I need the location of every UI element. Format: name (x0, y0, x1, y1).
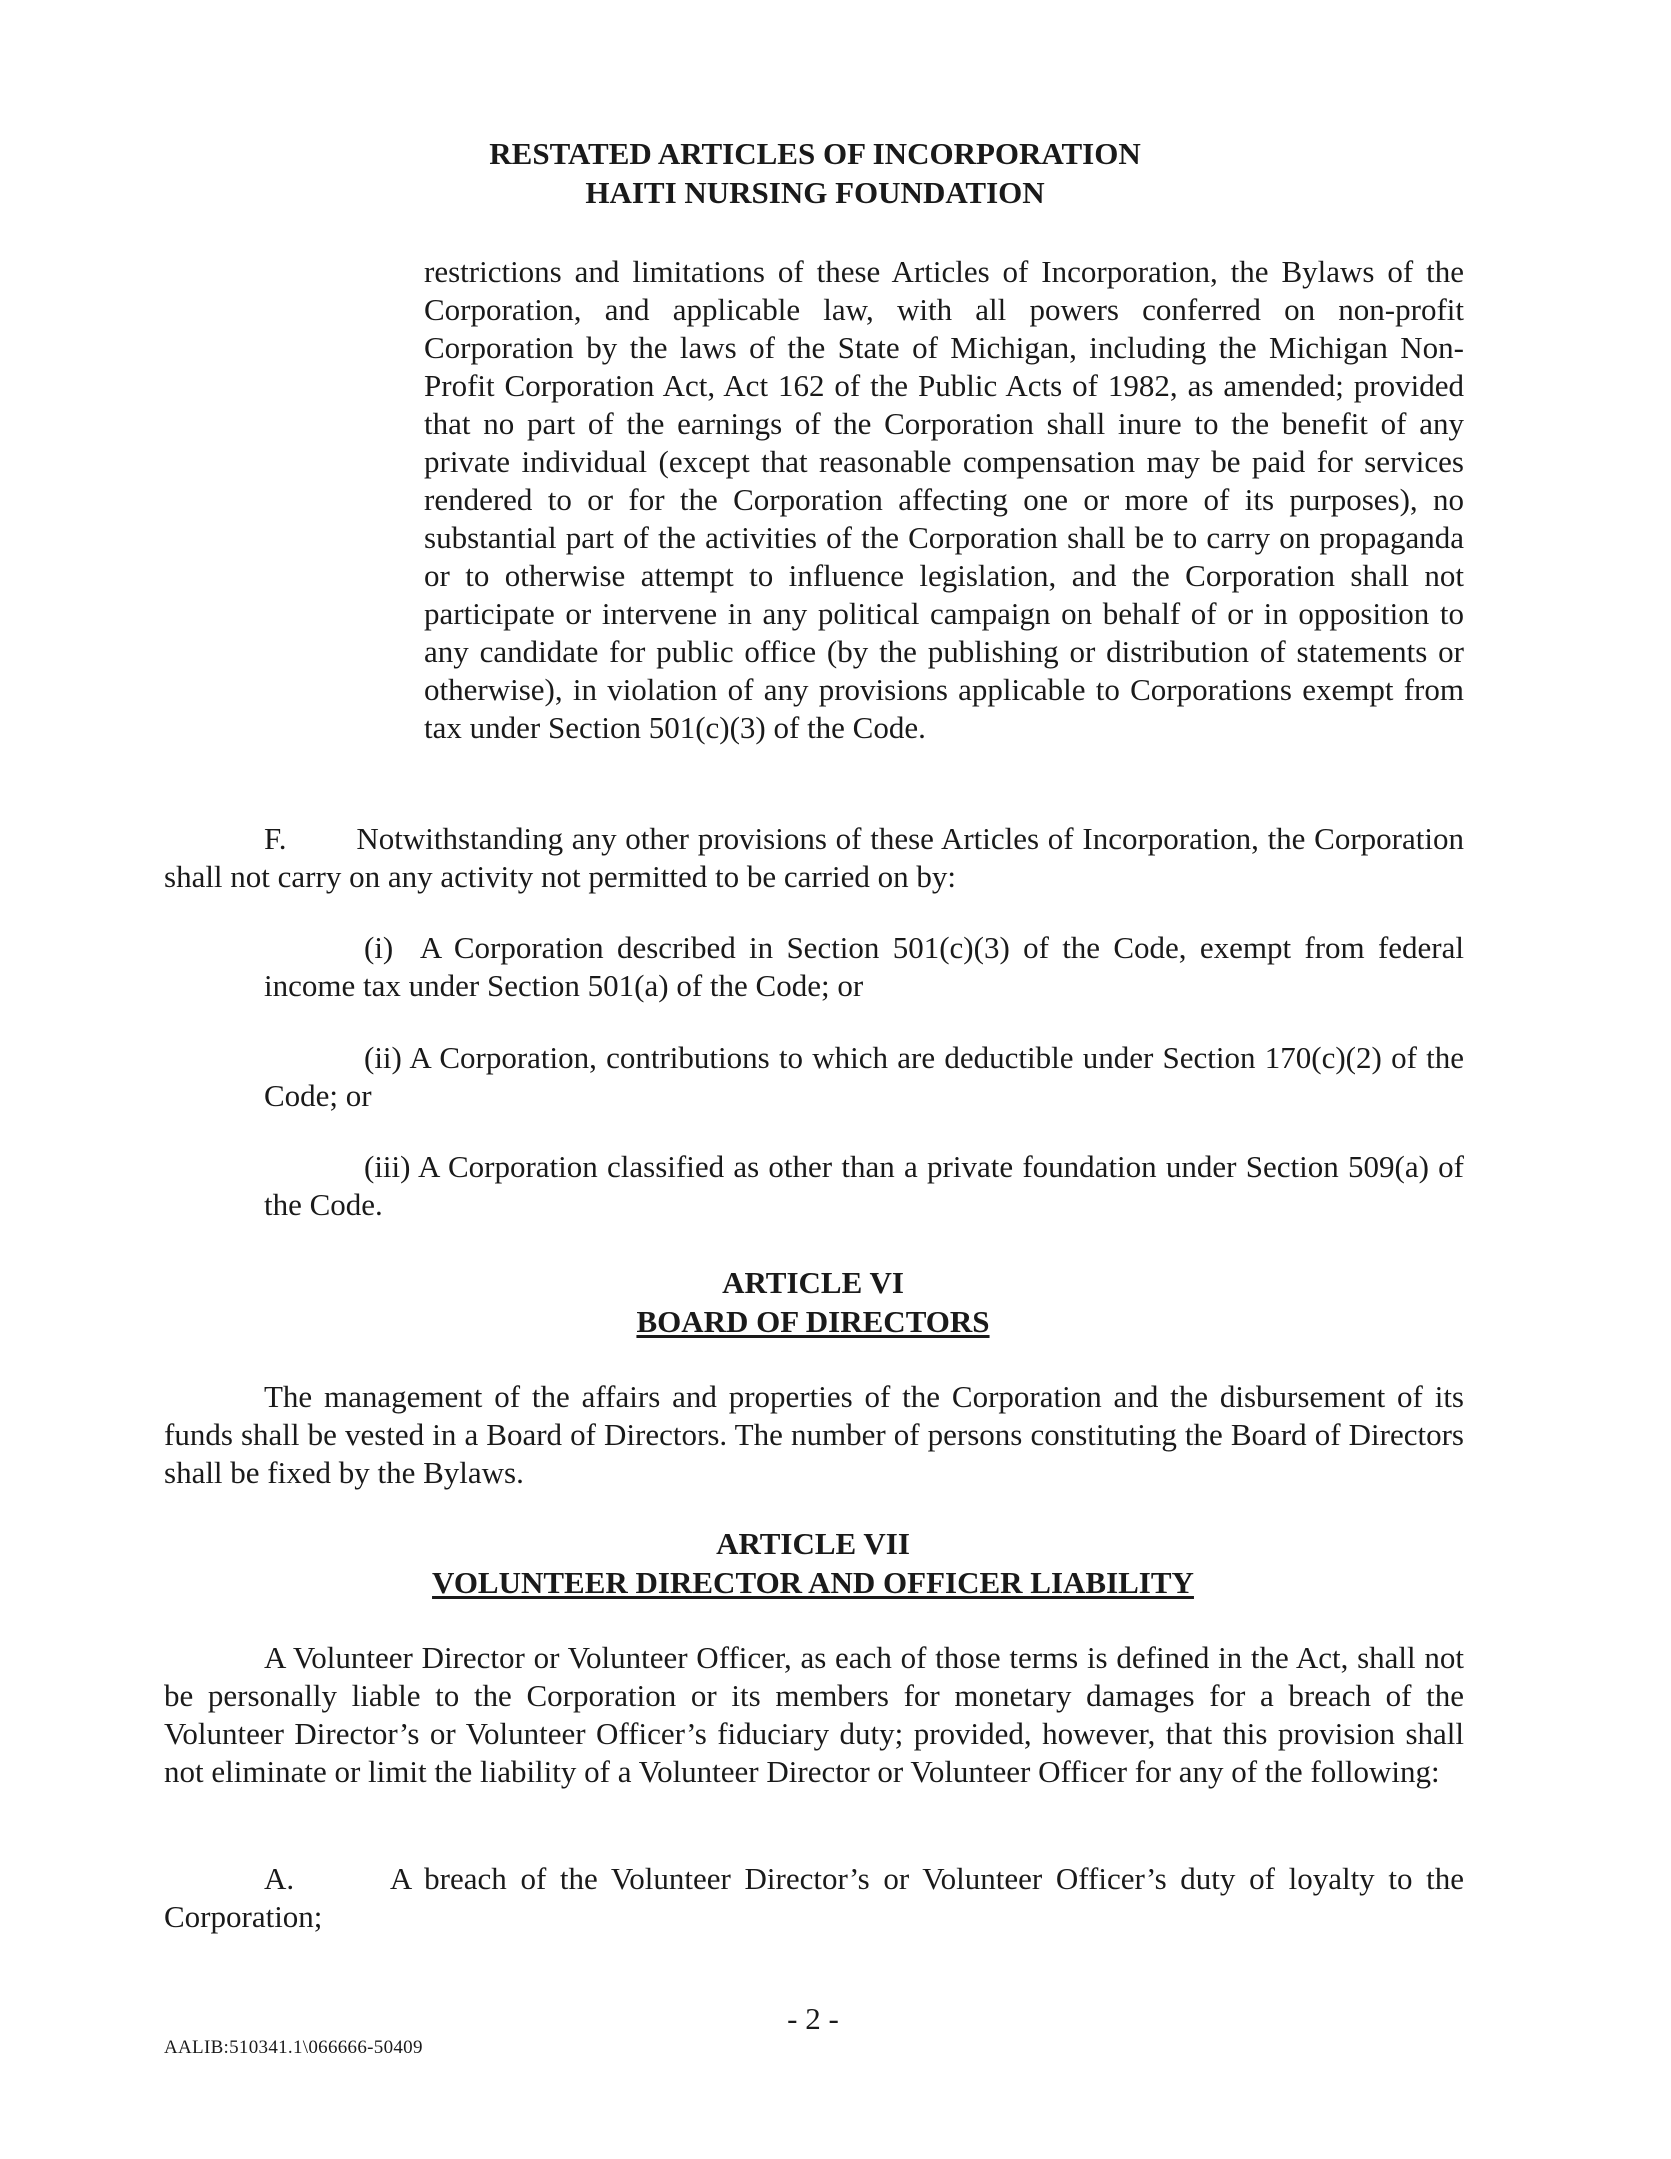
subparagraph-i: (i) A Corporation described in Section 501(c)(3) of the Code, exempt from federal income tax under Section 501(a) of the Code; or (264, 930, 1464, 1003)
article-7-title: VOLUNTEER DIRECTOR AND OFFICER LIABILITY (432, 1565, 1194, 1600)
document-id: AALIB:510341.1\066666-50409 (164, 2037, 423, 2058)
header-title-line: RESTATED ARTICLES OF INCORPORATION (489, 136, 1141, 171)
article-6-heading-block (0, 1263, 1626, 1341)
header-organization-line: HAITI NURSING FOUNDATION (585, 175, 1045, 210)
article-7-item-a: A. A breach of the Volunteer Director’s or Volunteer Officer’s duty of loyalty to the Corporation; (164, 1861, 1464, 1934)
subparagraph-ii: (ii) A Corporation, contributions to which are deductible under Section 170(c)(2) of the Code; or (264, 1040, 1464, 1113)
subparagraph-iii: (iii) A Corporation classified as other than a private foundation under Section 509(a) of the Code. (264, 1149, 1464, 1222)
page-number: - 2 - (787, 2001, 839, 2036)
article-6-body: The management of the affairs and properties of the Corporation and the disbursement of its funds shall be vested in a Board of Directors. The number of persons constituting the Board of Directors shall be fixed by the Bylaws. (164, 1379, 1464, 1490)
paragraph-f: F. Notwithstanding any other provisions of these Articles of Incorporation, the Corporation shall not carry on any activity not permitted to be carried on by: (164, 821, 1464, 894)
article-6-title: BOARD OF DIRECTORS (636, 1304, 990, 1339)
document-header (0, 134, 1630, 212)
article-6-heading: ARTICLE VI (722, 1265, 904, 1300)
article-7-body: A Volunteer Director or Volunteer Officer, as each of those terms is defined in the Act, shall not be personally liable to the Corporation or its members for monetary damages for a breach of the Volunteer Director’s or Volunteer Officer’s fiduciary duty; provided, however, that this provision shall not eliminate or limit the liability of a Volunteer Director or Volunteer Officer for any of the following: (164, 1640, 1464, 1789)
article-7-heading-block (0, 1524, 1626, 1602)
article-7-heading: ARTICLE VII (716, 1526, 910, 1561)
paragraph-e-continuation: restrictions and limitations of these Articles of Incorporation, the Bylaws of the Corporation, and applicable law, with all powers conferred on non-profit Corporation by the laws of the State of Michigan, including the Michigan Non-Profit Corporation Act, Act 162 of the Public Acts of 1982, as amended; provided that no part of the earnings of the Corporation shall inure to the benefit of any private individual (except that reasonable compensation may be paid for services rendered to or for the Corporation affecting one or more of its purposes), no substantial part of the activities of the Corporation shall be to carry on propaganda or to otherwise attempt to influence legislation, and the Corporation shall not participate or intervene in any political campaign on behalf of or in opposition to any candidate for public office (by the publishing or distribution of statements or otherwise), in violation of any provisions applicable to Corporations exempt from tax under Section 501(c)(3) of the Code. (424, 254, 1464, 745)
